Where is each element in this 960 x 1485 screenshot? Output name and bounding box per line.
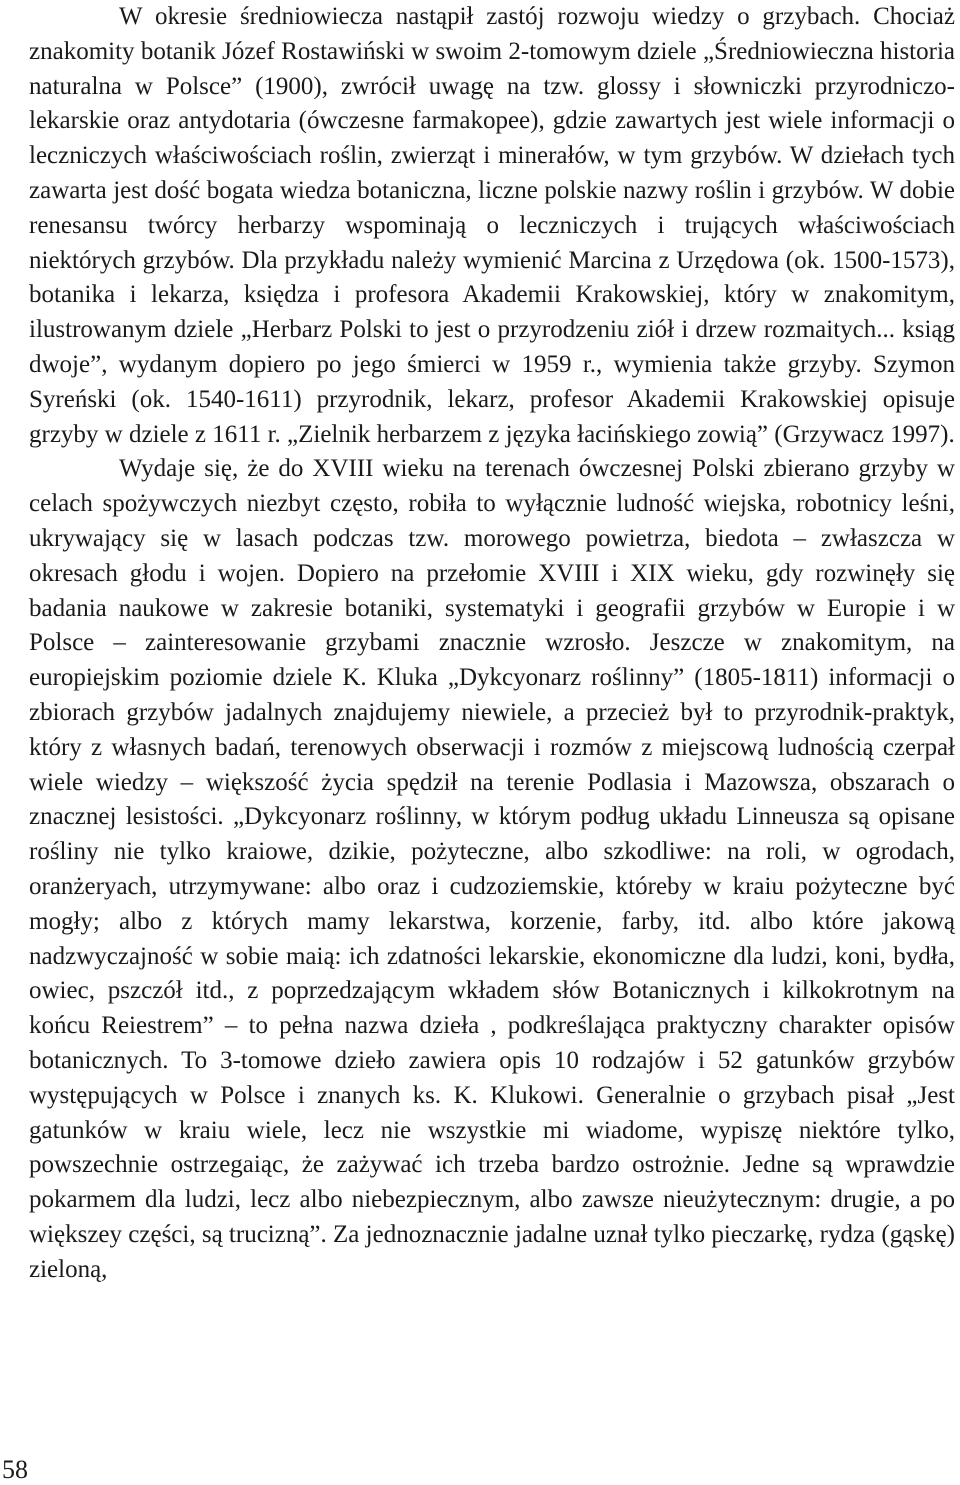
page-number: 58: [2, 1455, 28, 1484]
paragraph-xviii-century-mycology: Wydaje się, że do XVIII wieku na terenach ówczesnej Polski zbierano grzyby w celach spożywczych niezbyt często, robiła to wyłącznie ludność wiejska, robotnicy leśni, ukrywający się w lasach podczas tzw. morowego powietrza, biedota – zwłaszcza w okresach głodu i wojen. Dopiero na przełomie XVIII i XIX wieku, gdy rozwinęły się badania naukowe w zakresie botaniki, systematyki i geografii grzybów w Europie i w Polsce – zainteresowanie grzybami znacznie wzrosło. Jeszcze w znakomitym, na europiejskim poziomie dziele K. Kluka „Dykcyonarz roślinny” (1805-1811) informacji o zbiorach grzybów jadalnych znajdujemy niewiele, a przecież był to przyrodnik-praktyk, który z własnych badań, terenowych obserwacji i rozmów z miejscową ludnością czerpał wiele wiedzy – większość życia spędził na terenie Podlasia i Mazowsza, obszarach o znacznej lesistości. „Dykcyonarz roślinny, w którym podług układu Linneusza są opisane rośliny nie tylko kraiowe, dzikie, pożyteczne, albo szkodliwe: na roli, w ogrodach, oranżeryach, utrzymywane: albo oraz i cudzoziemskie, któreby w kraiu pożyteczne być mogły; albo z których mamy lekarstwa, korzenie, farby, itd. albo które jakową nadzwyczajność w sobie maią: ich zdatności lekarskie, ekonomiczne dla ludzi, koni, bydła, owiec, pszczół itd., z poprzedzającym wkładem słów Botanicznych i kilkokrotnym na końcu Reiestrem” – to pełna nazwa dzieła , podkreślająca praktyczny charakter opisów botanicznych. To 3-tomowe dzieło zawiera opis 10 rodzajów i 52 gatunków grzybów występujących w Polsce i znanych ks. K. Klukowi. Generalnie o grzybach pisał „Jest gatunków w kraiu wiele, lecz nie wszystkie mi wiadome, wypiszę niektóre tylko, powszechnie ostrzegaiąc, że zażywać ich trzeba bardzo ostrożnie. Jedne są wprawdzie pokarmem dla ludzi, lecz albo niebezpiecznym, albo zawsze nieużytecznym: drugie, a po większey części, są trucizną”. Za jednoznacznie jadalne uznał tylko pieczarkę, rydza (gąskę) zieloną,: [29, 455, 955, 1283]
page-body: [29, 0, 955, 1287]
paragraph-medieval-mycology: W okresie średniowiecza nastąpił zastój rozwoju wiedzy o grzybach. Chociaż znakomity botanik Józef Rostawiński w swoim 2-tomowym dziele „Średniowieczna historia naturalna w Polsce” (1900), zwrócił uwagę na tzw. glossy i słowniczki przyrodniczo-lekarskie oraz antydotaria (ówczesne farmakopee), gdzie zawartych jest wiele informacji o leczniczych właściwościach roślin, zwierząt i minerałów, w tym grzybów. W dziełach tych zawarta jest dość bogata wiedza botaniczna, liczne polskie nazwy roślin i grzybów. W dobie renesansu twórcy herbarzy wspominają o leczniczych i trujących właściwościach niektórych grzybów. Dla przykładu należy wymienić Marcina z Urzędowa (ok. 1500-1573), botanika i lekarza, księdza i profesora Akademii Krakowskiej, który w znakomitym, ilustrowanym dziele „Herbarz Polski to jest o przyrodzeniu ziół i drzew rozmaitych... ksiąg dwoje”, wydanym dopiero po jego śmierci w 1959 r., wymienia także grzyby. Szymon Syreński (ok. 1540-1611) przyrodnik, lekarz, profesor Akademii Krakowskiej opisuje grzyby w dziele z 1611 r. „Zielnik herbarzem z języka łacińskiego zowią” (Grzywacz 1997).: [29, 3, 955, 448]
